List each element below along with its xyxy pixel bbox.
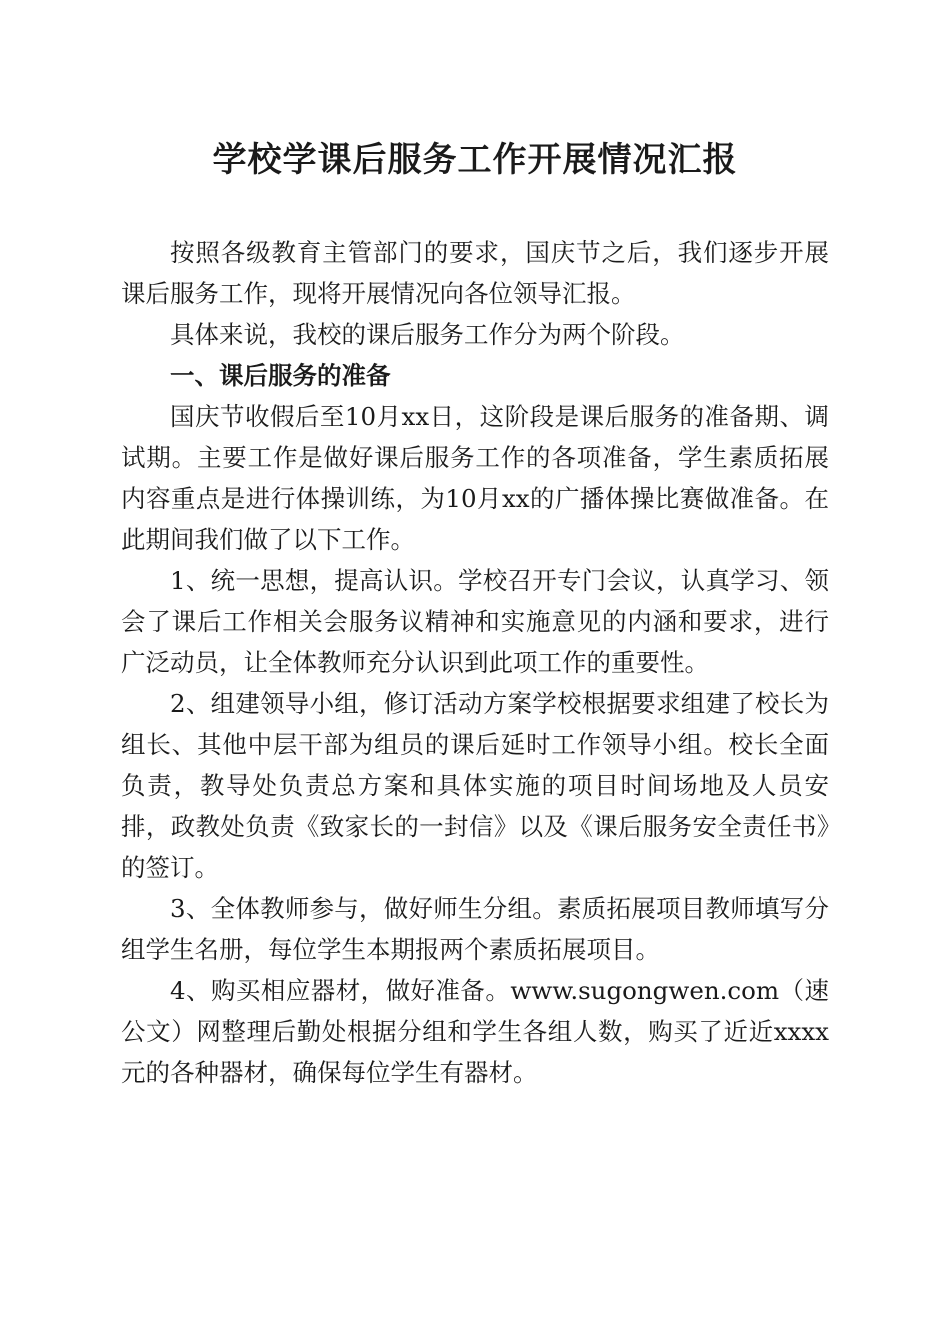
document-body xyxy=(121,232,829,1093)
intro-paragraph: 按照各级教育主管部门的要求，国庆节之后，我们逐步开展课后服务工作，现将开展情况向各位领导汇报。 xyxy=(121,238,829,308)
section-heading: 一、课后服务的准备 xyxy=(170,361,391,390)
section-paragraph-item-4: 4、购买相应器材，做好准备。www.sugongwen.com（速公文）网整理后勤处根据分组和学生各组人数，购买了近近xxxx元的各种器材，确保每位学生有器材。 xyxy=(121,976,829,1087)
document-title: 学校学课后服务工作开展情况汇报 xyxy=(212,140,738,180)
section-paragraph-item-3: 3、全体教师参与，做好师生分组。素质拓展项目教师填写分组学生名册，每位学生本期报两个素质拓展项目。 xyxy=(121,894,829,964)
overview-paragraph: 具体来说，我校的课后服务工作分为两个阶段。 xyxy=(170,320,685,349)
section-paragraph-item-1: 1、统一思想，提高认识。学校召开专门会议，认真学习、领会了课后工作相关会服务议精神和实施意见的内涵和要求，进行广泛动员，让全体教师充分认识到此项工作的重要性。 xyxy=(121,566,829,677)
section-paragraph-period: 国庆节收假后至10月xx日，这阶段是课后服务的准备期、调试期。主要工作是做好课后服务工作的各项准备，学生素质拓展内容重点是进行体操训练，为10月xx的广播体操比赛做准备。在此期间我们做了以下工作。 xyxy=(121,402,829,554)
section-paragraph-item-2: 2、组建领导小组，修订活动方案学校根据要求组建了校长为组长、其他中层干部为组员的课后延时工作领导小组。校长全面负责，教导处负责总方案和具体实施的项目时间场地及人员安排，政教处负责《致家长的一封信》以及《课后服务安全责任书》的签订。 xyxy=(121,689,829,882)
